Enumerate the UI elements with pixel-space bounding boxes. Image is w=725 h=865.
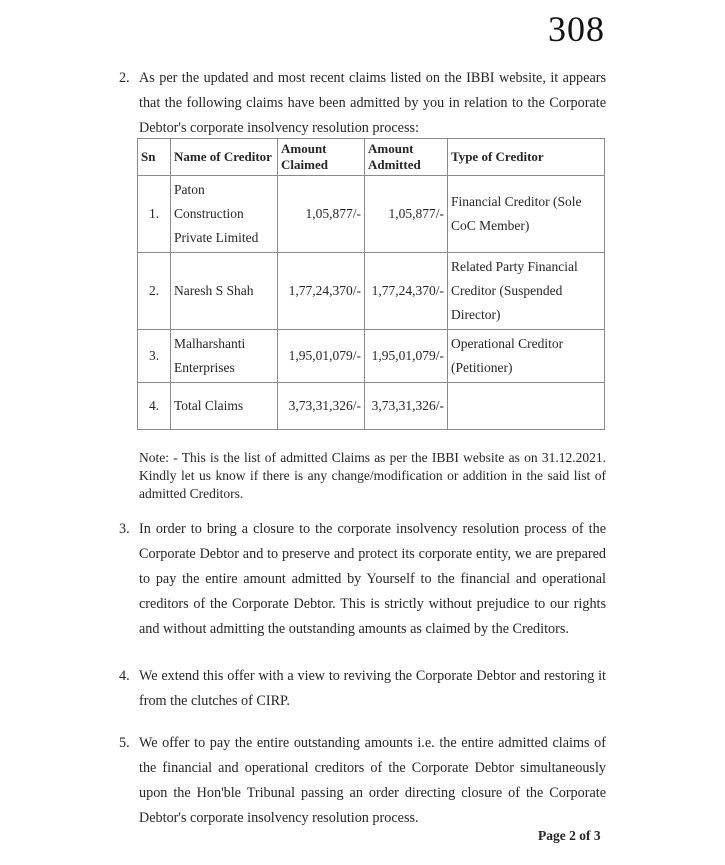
paragraph-5 (119, 731, 606, 831)
page-stamp-number: 308 (548, 9, 605, 49)
cell-amount-claimed: 1,05,877/- (278, 176, 365, 253)
cell-creditor-type: Operational Creditor (Petitioner) (448, 330, 605, 383)
page-footer-number: Page 2 of 3 (538, 828, 601, 843)
cell-creditor-name: Paton Construction Private Limited (171, 176, 278, 253)
cell-creditor-type: Financial Creditor (Sole CoC Member) (448, 176, 605, 253)
paragraph-3 (119, 517, 606, 642)
header-amount-admitted: Amount Admitted (365, 139, 448, 176)
cell-amount-admitted: 1,77,24,370/- (365, 253, 448, 330)
cell-sn: 2. (138, 253, 171, 330)
paragraph-3-text: In order to bring a closure to the corporate insolvency resolution process of the Corporate Debtor and to preserve and protect its corporate entity, we are prepared to pay the entire amount admitted by Yourself to the financial and operational creditors of the Corporate Debtor. This is strictly without prejudice to our rights and without admitting the outstanding amounts as claimed by the Creditors. (139, 521, 606, 637)
cell-amount-admitted: 1,95,01,079/- (365, 330, 448, 383)
cell-creditor-name: Malharshanti Enterprises (171, 330, 278, 383)
header-amount-claimed: Amount Claimed (278, 139, 365, 176)
paragraph-2-number: 2. (119, 70, 130, 86)
table-row (138, 330, 605, 383)
header-sn: Sn (138, 139, 171, 176)
cell-total-admitted: 3,73,31,326/- (365, 383, 448, 430)
cell-sn: 3. (138, 330, 171, 383)
paragraph-2-text: As per the updated and most recent claims listed on the IBBI website, it appears that the following claims have been admitted by you in relation to the Corporate Debtor's corporate insolvency resolution process: (139, 70, 606, 136)
paragraph-4-text: We extend this offer with a view to reviving the Corporate Debtor and restoring it from the clutches of CIRP. (139, 668, 606, 709)
header-name-of-creditor: Name of Creditor (171, 139, 278, 176)
table-row-total (138, 383, 605, 430)
cell-creditor-type (448, 383, 605, 430)
cell-amount-admitted: 1,05,877/- (365, 176, 448, 253)
table-row (138, 176, 605, 253)
paragraph-3-number: 3. (119, 521, 130, 537)
cell-amount-claimed: 1,77,24,370/- (278, 253, 365, 330)
header-type-of-creditor: Type of Creditor (448, 139, 605, 176)
paragraph-2 (119, 66, 606, 141)
cell-sn: 1. (138, 176, 171, 253)
paragraph-5-number: 5. (119, 735, 130, 751)
cell-total-claimed: 3,73,31,326/- (278, 383, 365, 430)
cell-creditor-name: Naresh S Shah (171, 253, 278, 330)
paragraph-4-number: 4. (119, 668, 130, 684)
paragraph-4 (119, 664, 606, 714)
paragraph-5-text: We offer to pay the entire outstanding amounts i.e. the entire admitted claims of the financial and operational creditors of the Corporate Debtor simultaneously upon the Hon'ble Tribunal passing an order directing closure of the Corporate Debtor's corporate insolvency resolution process. (139, 735, 606, 826)
admitted-claims-table (137, 138, 605, 430)
cell-amount-claimed: 1,95,01,079/- (278, 330, 365, 383)
table-header-row (138, 139, 605, 176)
cell-sn: 4. (138, 383, 171, 430)
table-note: Note: - This is the list of admitted Claims as per the IBBI website as on 31.12.2021. Kindly let us know if there is any change/modification or addition in the said list of admitted Creditors. (139, 450, 606, 501)
cell-creditor-type: Related Party Financial Creditor (Suspended Director) (448, 253, 605, 330)
cell-total-label: Total Claims (171, 383, 278, 430)
table-row (138, 253, 605, 330)
